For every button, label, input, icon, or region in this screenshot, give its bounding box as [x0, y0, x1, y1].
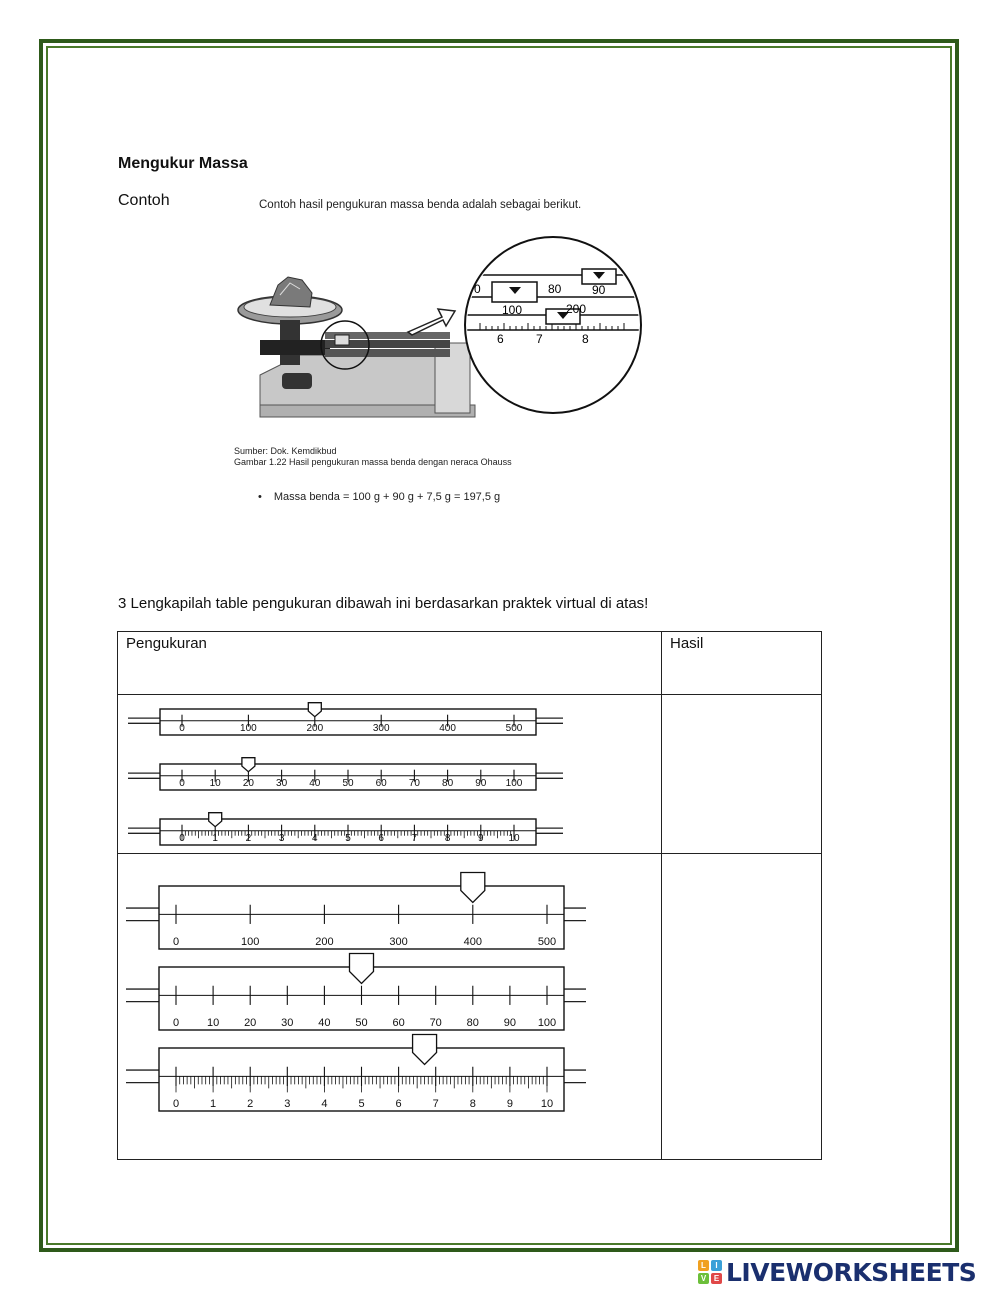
- row2-beam2-tick-label-0: 0: [172, 1098, 180, 1110]
- row2-beam1-tick-label-60: 60: [392, 1017, 405, 1029]
- row1-beam2-tick-label-9: 9: [478, 833, 484, 844]
- row2-beam0-tick-label-400: 400: [463, 936, 482, 948]
- row2-beam1-tick-label-70: 70: [429, 1017, 442, 1029]
- row1-beam0-tick-label-200: 200: [306, 723, 324, 734]
- row1-beam1-tick-label-0: 0: [179, 778, 185, 789]
- row1-beam0-tick-label-0: 0: [179, 723, 185, 734]
- row1-beam0-tick-label-100: 100: [240, 723, 257, 734]
- row1-beam1-tick-label-90: 90: [475, 778, 487, 789]
- row2-beam0-tick-label-0: 0: [172, 936, 180, 948]
- row2-beam2-tick-label-2: 2: [247, 1098, 254, 1110]
- row2-beam0-body: [159, 886, 564, 949]
- question-text: 3 Lengkapilah table pengukuran dibawah ini berdasarkan praktek virtual di atas!: [118, 595, 649, 612]
- example-label: Contoh: [118, 192, 170, 209]
- row2-beam1-tick-label-50: 50: [355, 1017, 368, 1029]
- measurement-cell-1: [118, 695, 662, 854]
- logo-icon: [698, 1260, 722, 1284]
- row2-beam2-tick-label-4: 4: [321, 1098, 328, 1110]
- formula-text: Massa benda = 100 g + 90 g + 7,5 g = 197,5 g: [273, 491, 501, 503]
- row2-beam1-tick-label-30: 30: [281, 1017, 294, 1029]
- zoom-label-80: 80: [548, 282, 562, 296]
- row1-beam2-tick-label-6: 6: [378, 833, 384, 844]
- table-row: [118, 854, 822, 1160]
- triple-beam-scale-2: [118, 854, 645, 1155]
- logo-block-v: V: [698, 1273, 709, 1284]
- row1-beam1-tick-label-40: 40: [309, 778, 321, 789]
- zoom-label-6: 6: [497, 332, 504, 346]
- row1-beam2-tick-label-5: 5: [345, 833, 351, 844]
- zoom-label-7: 7: [536, 332, 543, 346]
- zoom-label-100: 100: [502, 303, 523, 317]
- row2-beam2-tick-label-9: 9: [506, 1098, 513, 1110]
- row2-beam0-tick-label-200: 200: [315, 936, 334, 948]
- row1-beam1-tick-label-10: 10: [209, 778, 221, 789]
- row1-beam2-tick-label-10: 10: [508, 833, 520, 844]
- row1-beam1-tick-label-80: 80: [442, 778, 454, 789]
- row2-beam0-tick-label-500: 500: [537, 936, 557, 948]
- zoom-label-0: 0: [474, 282, 481, 296]
- row1-beam0-tick-label-300: 300: [372, 723, 390, 734]
- row1-beam1-tick-label-70: 70: [408, 778, 420, 789]
- row2-beam2-tick-label-6: 6: [395, 1098, 402, 1110]
- row1-beam2-tick-label-4: 4: [312, 833, 318, 844]
- measurement-cell-2: [118, 854, 662, 1160]
- result-cell-1[interactable]: [662, 695, 822, 854]
- zoom-label-90: 90: [592, 283, 606, 297]
- result-input-2[interactable]: [666, 858, 817, 1155]
- table-header-row: [118, 632, 822, 695]
- figure-intro: Contoh hasil pengukuran massa benda adalah sebagai berikut.: [259, 199, 582, 211]
- row2-beam2-tick-label-1: 1: [210, 1098, 217, 1110]
- row1-beam0-tick-label-400: 400: [439, 723, 456, 734]
- liveworksheets-logo: [698, 1259, 976, 1285]
- row1-beam2-tick-label-2: 2: [245, 833, 252, 844]
- row2-beam0-tick-label-100: 100: [241, 936, 260, 948]
- row2-beam2-tick-label-3: 3: [284, 1098, 291, 1110]
- row2-beam2-tick-label-5: 5: [358, 1098, 365, 1110]
- row2-beam1-tick-label-90: 90: [503, 1017, 517, 1029]
- header-result: Hasil: [662, 632, 822, 695]
- bullet: •: [258, 491, 262, 503]
- row2-beam2-tick-label-7: 7: [432, 1098, 439, 1110]
- row1-beam1-tick-label-20: 20: [242, 778, 254, 789]
- mass-formula: [258, 491, 500, 503]
- row2-beam1-tick-label-0: 0: [172, 1017, 180, 1029]
- ohaus-balance-illustration: [230, 225, 650, 447]
- row2-beam1-tick-label-40: 40: [318, 1017, 331, 1029]
- row2-beam1-tick-label-100: 100: [537, 1017, 557, 1029]
- row1-beam1-tick-label-100: 100: [505, 778, 523, 789]
- result-input-1[interactable]: [666, 699, 817, 849]
- logo-block-e: E: [711, 1273, 722, 1284]
- zoom-label-200: 200: [566, 302, 587, 316]
- measurement-table: [117, 631, 822, 1160]
- page-title: Mengukur Massa: [118, 155, 248, 172]
- logo-block-i: I: [711, 1260, 722, 1271]
- logo-text: LIVEWORKSHEETS: [726, 1257, 977, 1287]
- zoom-label-8: 8: [582, 332, 589, 346]
- table-row: [118, 695, 822, 854]
- row1-beam2-tick-label-3: 3: [278, 833, 285, 844]
- row1-beam2-tick-label-0: 0: [179, 833, 185, 844]
- row1-beam2-tick-label-1: 1: [212, 833, 218, 844]
- row2-beam1-tick-label-10: 10: [206, 1017, 220, 1029]
- row2-beam2-tick-label-8: 8: [469, 1098, 476, 1110]
- row1-beam1-tick-label-60: 60: [375, 778, 387, 789]
- row1-beam1-tick-label-50: 50: [342, 778, 354, 789]
- row1-beam2-tick-label-7: 7: [411, 833, 418, 844]
- logo-block-l: L: [698, 1260, 709, 1271]
- row2-beam1-tick-label-80: 80: [466, 1017, 479, 1029]
- figure-source-line: Sumber: Dok. Kemdikbud: [234, 446, 337, 456]
- row1-beam1-tick-label-30: 30: [276, 778, 288, 789]
- row2-beam2-tick-label-10: 10: [540, 1098, 554, 1110]
- row1-beam0-body: [160, 709, 536, 735]
- figure-source: [234, 446, 512, 468]
- row2-beam0-tick-label-300: 300: [389, 936, 408, 948]
- triple-beam-scale-1: [118, 695, 645, 849]
- row1-beam2-tick-label-8: 8: [444, 833, 451, 844]
- header-measurement: Pengukuran: [118, 632, 662, 695]
- row2-beam1-tick-label-20: 20: [244, 1017, 257, 1029]
- row1-beam0-tick-label-500: 500: [505, 723, 523, 734]
- figure-caption: Gambar 1.22 Hasil pengukuran massa benda dengan neraca Ohauss: [234, 457, 512, 467]
- result-cell-2[interactable]: [662, 854, 822, 1160]
